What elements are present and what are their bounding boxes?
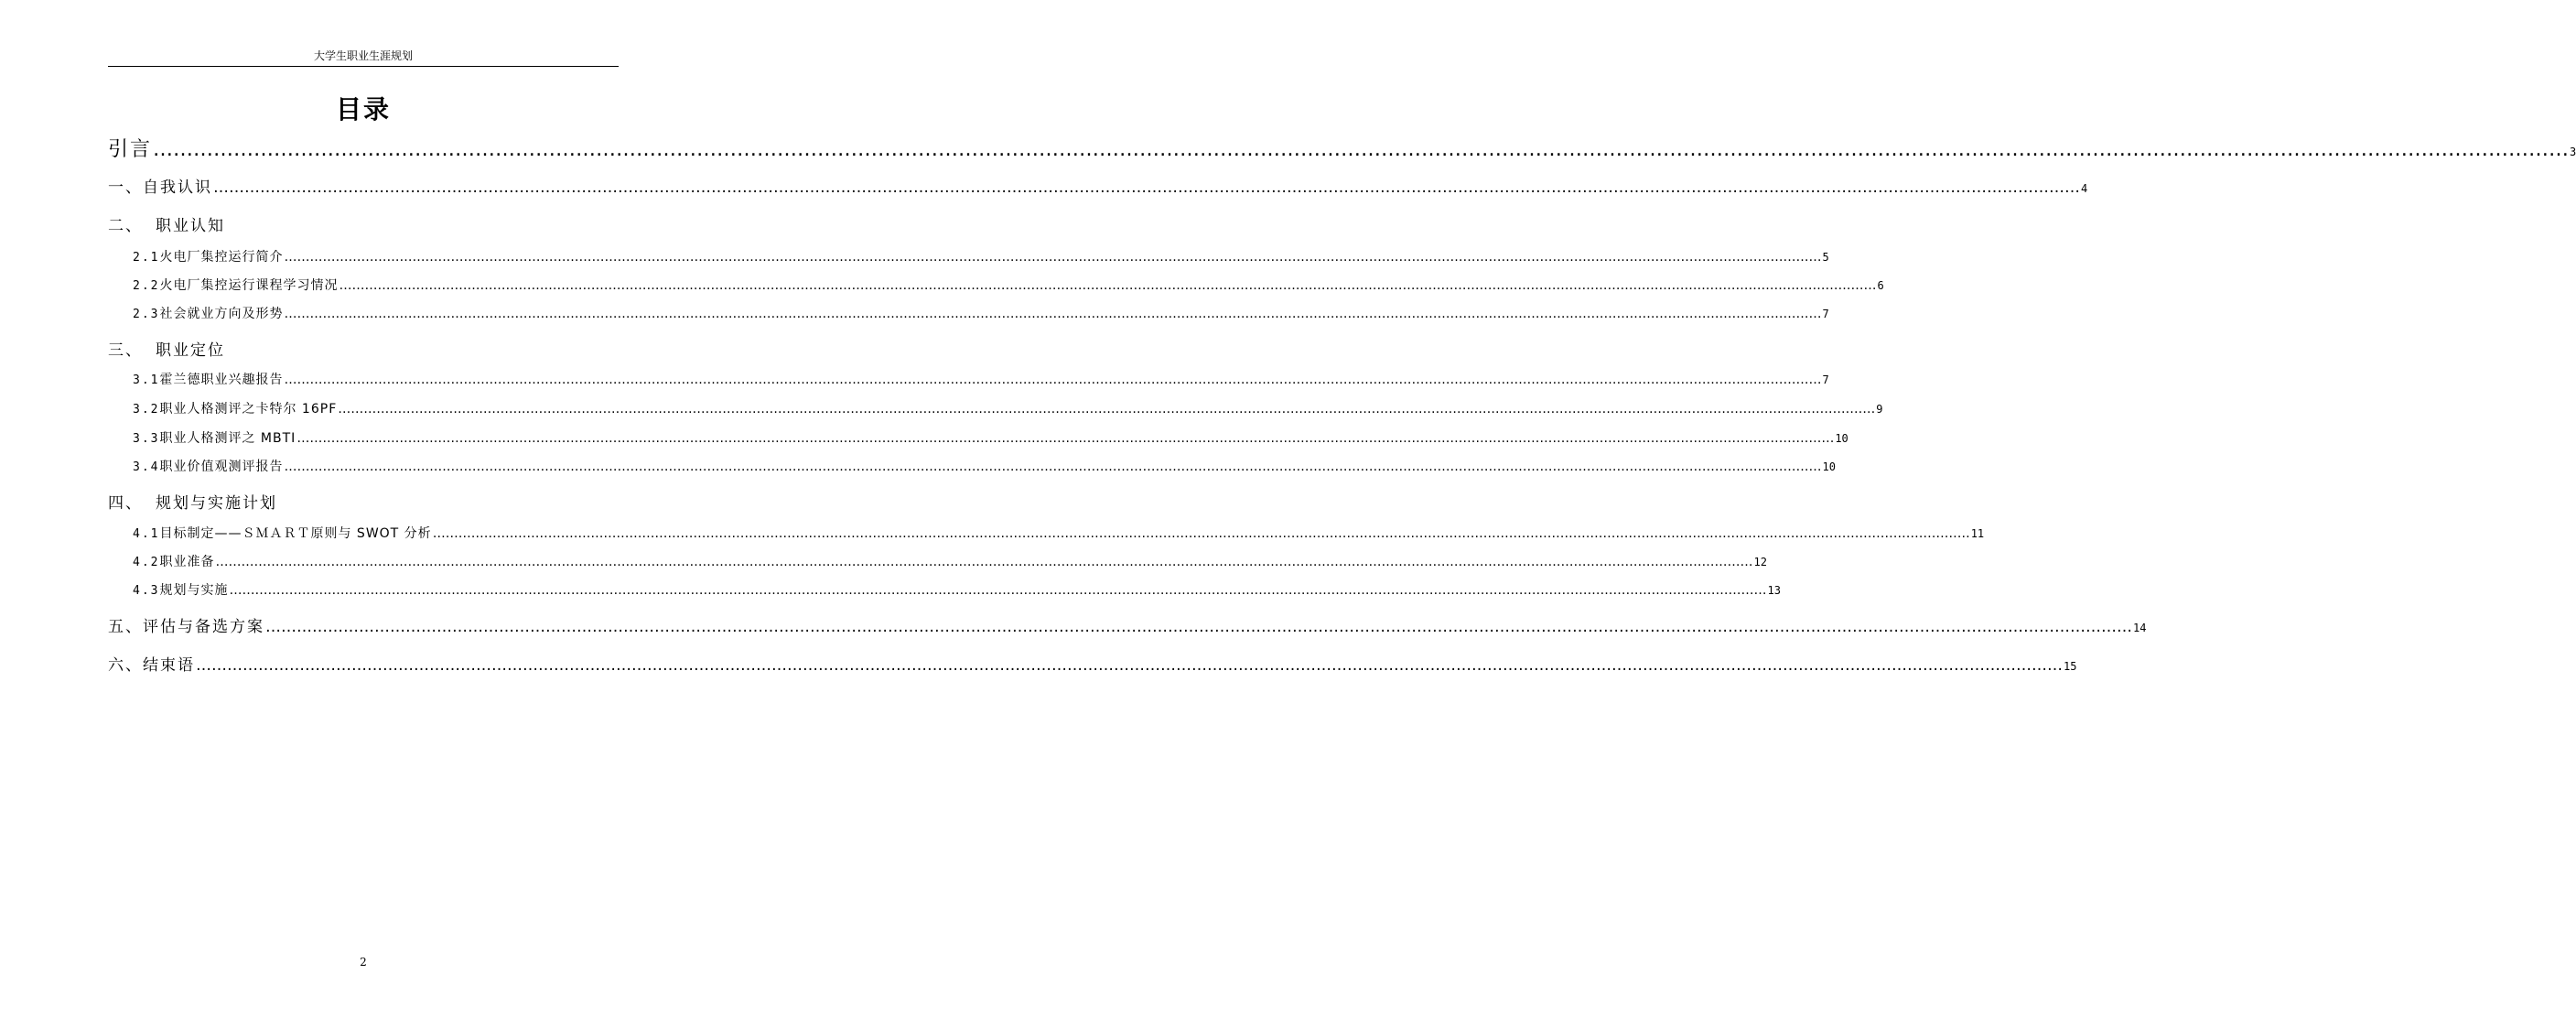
running-header: 大学生职业生涯规划 <box>313 49 413 62</box>
toc-entry-label: 火电厂集控运行课程学习情况 <box>159 278 339 293</box>
toc-entry-label: 职业认知 <box>156 217 225 235</box>
toc-entry-page: 15 <box>2064 660 2077 673</box>
toc-entry-3-4[interactable] <box>133 457 1836 475</box>
toc-entry-number: 3.2 <box>133 403 160 417</box>
toc-entry-evaluation[interactable] <box>108 613 2147 636</box>
toc-entry-label: 六、结束语 <box>108 656 195 675</box>
toc-entry-label: 引言 <box>108 138 153 161</box>
toc-entry-intro[interactable] <box>108 134 2576 162</box>
toc-entry-label: 社会就业方向及形势 <box>159 307 284 321</box>
toc-entry-label: 规划与实施计划 <box>156 494 277 513</box>
toc-entry-label: 职业人格测评之 MBTI <box>159 431 296 446</box>
toc-entry-3-2[interactable] <box>133 399 1883 417</box>
toc-entry-page: 10 <box>1822 460 1836 473</box>
toc-entry-2-3[interactable] <box>133 304 1829 322</box>
toc-entry-number: 3.3 <box>133 432 160 446</box>
dot-leader: ……………………………………………………………………………………………………………………………………………………………………………………………………………………………………………………………………………………………………………………………… <box>339 278 1877 293</box>
dot-leader: ……………………………………………………………………………………………………………………………………………………………………………………………………………………………………………………………………………………………………………………………… <box>296 431 1835 446</box>
toc-entry-label: 职业准备 <box>159 555 215 569</box>
dot-leader: ……………………………………………………………………………………………………………………………………………………………………………………………………………………………………………………………………………………………………………………………… <box>215 555 1753 569</box>
toc-entry-3-3[interactable] <box>133 428 1848 447</box>
toc-entry-4-2[interactable] <box>133 552 1767 570</box>
toc-entry-number: 4.3 <box>133 584 160 598</box>
dot-leader: ……………………………………………………………………………………………………………………………………………………………………………………………………………………………………………………………………………………………………………………………… <box>265 618 2132 636</box>
toc-entry-number: 4.2 <box>133 556 160 569</box>
toc-entry-number: 2.3 <box>133 308 160 321</box>
toc-entry-planning[interactable] <box>108 490 383 513</box>
toc-entry-number: 2.2 <box>133 279 160 293</box>
toc-entry-2-1[interactable] <box>133 247 1829 265</box>
toc-entry-label: 五、评估与备选方案 <box>108 618 264 636</box>
dot-leader: ……………………………………………………………………………………………………………………………………………………………………………………………………………………………………………………………………………………………………………………………… <box>284 460 1822 474</box>
toc-entry-page: 7 <box>1822 373 1829 386</box>
toc-entry-page: 5 <box>1822 251 1829 264</box>
toc-entry-number: 一、 <box>108 179 143 197</box>
toc-entry-conclusion[interactable] <box>108 652 2077 675</box>
toc-entry-page: 9 <box>1876 403 1883 416</box>
toc-entry-page: 14 <box>2133 622 2147 634</box>
toc-entry-4-3[interactable] <box>133 580 1781 599</box>
toc-entry-label: 规划与实施 <box>159 583 229 598</box>
toc-entry-page: 3 <box>2570 146 2576 158</box>
toc-entry-label: 职业人格测评之卡特尔 16PF <box>159 402 338 417</box>
toc-entry-number: 3.4 <box>133 460 160 474</box>
dot-leader: ……………………………………………………………………………………………………………………………………………………………………………………………………………………………………………………………………………………………………………………………… <box>229 583 1767 598</box>
toc-entry-page: 12 <box>1753 556 1767 568</box>
toc-entry-label: 霍兰德职业兴趣报告 <box>159 373 284 387</box>
toc-entry-3-1[interactable] <box>133 370 1829 388</box>
toc-entry-page: 10 <box>1835 432 1848 445</box>
toc-entry-self-awareness[interactable] <box>108 174 2088 197</box>
toc-entry-number: 三、 <box>108 341 143 360</box>
dot-leader: ……………………………………………………………………………………………………………………………………………………………………………………………………………………………………………………………………………………………………………………………… <box>432 526 1970 541</box>
dot-leader: ……………………………………………………………………………………………………………………………………………………………………………………………………………………………………………………………………………………………………………………………… <box>284 373 1822 387</box>
toc-entry-page: 7 <box>1822 308 1829 320</box>
toc-entry-number: 四、 <box>108 494 143 513</box>
dot-leader: ……………………………………………………………………………………………………………………………………………………………………………………………………………………………………………………………………………………………………………………………… <box>284 307 1822 321</box>
toc-entry-career-cognition[interactable] <box>108 212 383 235</box>
toc-entry-number: 3.1 <box>133 373 160 387</box>
toc-entry-4-1[interactable] <box>133 524 1985 542</box>
toc-entry-page: 6 <box>1877 279 1884 292</box>
toc-entry-number: 4.1 <box>133 527 160 541</box>
toc-entry-number: 2.1 <box>133 251 160 265</box>
toc-entry-label: 火电厂集控运行简介 <box>159 250 284 265</box>
toc-entry-label: 自我认识 <box>143 179 212 197</box>
toc-entry-number: 二、 <box>108 217 143 235</box>
dot-leader: ……………………………………………………………………………………………………………………………………………………………………………………………………………………………………………………………………………………………………………………………… <box>196 656 2063 675</box>
toc-entry-label: 职业价值观测评报告 <box>159 460 284 474</box>
toc-entry-page: 11 <box>1970 527 1985 540</box>
toc-entry-label: 职业定位 <box>156 341 225 360</box>
page-number: 2 <box>360 956 367 968</box>
toc-entry-label: 目标制定——ＳＭＡＲＴ原则与 SWOT 分析 <box>159 526 432 541</box>
dot-leader: ……………………………………………………………………………………………………………………………………………………………………………………………………………………………………………………………………………………………………………………………… <box>213 179 2080 197</box>
toc-entry-2-2[interactable] <box>133 276 1884 294</box>
toc-entry-career-positioning[interactable] <box>108 337 383 360</box>
dot-leader: ……………………………………………………………………………………………………………………………………………………………………………………………………………………………………………………………………………………………………………………………… <box>153 138 2570 161</box>
toc-entry-page: 4 <box>2081 182 2088 195</box>
dot-leader: ……………………………………………………………………………………………………………………………………………………………………………………………………………………………………………………………………………………………………………………………… <box>338 402 1876 417</box>
toc-title: 目录 <box>335 94 391 124</box>
toc-entry-page: 13 <box>1767 584 1781 597</box>
dot-leader: ……………………………………………………………………………………………………………………………………………………………………………………………………………………………………………………………………………………………………………………………… <box>284 250 1822 265</box>
